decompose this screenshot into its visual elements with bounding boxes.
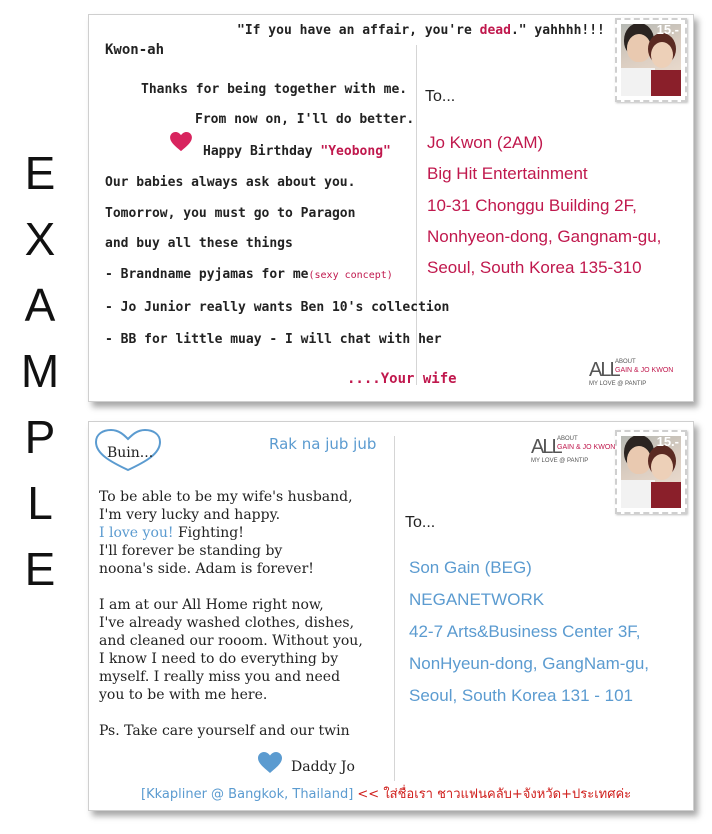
postcard-to-son-gain <box>88 421 694 811</box>
all-about-logo <box>531 436 621 466</box>
birthday-text: Happy Birthday <box>203 144 321 159</box>
message-line <box>203 144 391 159</box>
footer-instruction: << ใส่ชื่อเรา ชาวแฟนคลับ+จังหวัด+ประเทศค่ะ <box>353 787 632 802</box>
message-line: I've already washed clothes, dishes, <box>99 615 355 631</box>
quote-text: "If you have an affair, you're <box>237 23 480 38</box>
message-line: From now on, I'll do better. <box>195 112 415 127</box>
love-text: I love you! <box>99 525 174 541</box>
blue-heart-icon <box>257 752 283 774</box>
message-line: and cleaned our rooom. Without you, <box>99 633 363 649</box>
logo-about: ABOUT <box>557 436 578 442</box>
example-letter: P <box>24 411 56 463</box>
fighting-text: Fighting! <box>173 525 244 541</box>
message-line: I am at our All Home right now, <box>99 597 324 613</box>
logo-names: GAIN & JO KWON <box>557 444 616 451</box>
quote-dead-word: dead <box>479 23 511 38</box>
address-line: 10-31 Chonggu Building 2F, <box>427 196 637 215</box>
example-watermark <box>14 140 66 602</box>
message-line: you to be with me here. <box>99 687 268 703</box>
bubble-text: Buin... <box>107 445 154 461</box>
message-line: Tomorrow, you must go to Paragon <box>105 206 356 221</box>
address-line: Jo Kwon (2AM) <box>427 133 544 152</box>
address-line: NEGANETWORK <box>409 590 545 609</box>
logo-tagline: MY LOVE @ PANTIP <box>531 458 589 464</box>
example-letter: A <box>24 279 56 331</box>
stamp-price: 15.- <box>656 22 679 37</box>
message-line: myself. I really miss you and need <box>99 669 341 685</box>
to-label: To... <box>425 88 456 105</box>
stamp <box>615 430 687 514</box>
address-line: NonHyeun-dong, GangNam-gu, <box>409 654 650 673</box>
logo-mark: ALL <box>531 436 561 458</box>
signoff: Daddy Jo <box>291 759 355 775</box>
address-line: 42-7 Arts&Business Center 3F, <box>409 622 641 641</box>
quote-text-end: ." yahhhh!!! <box>510 23 605 38</box>
address-line: Seoul, South Korea 131 - 101 <box>409 686 633 705</box>
logo-about: ABOUT <box>615 359 636 365</box>
message-line: I'm very lucky and happy. <box>99 507 281 523</box>
to-label: To... <box>405 514 436 531</box>
message-line: Our babies always ask about you. <box>105 175 356 190</box>
example-letter: X <box>24 213 56 265</box>
message-line: - Jo Junior really wants Ben 10's collection <box>105 300 450 315</box>
message-line: - BB for little muay - I will chat with her <box>105 332 442 347</box>
example-letter: L <box>27 477 53 529</box>
logo-mark: ALL <box>589 359 619 381</box>
list-item-text: - Brandname pyjamas for me <box>105 267 309 282</box>
example-letter: E <box>24 543 56 595</box>
header-text: Rak na jub jub <box>269 435 377 453</box>
stamp-price: 15.- <box>656 434 679 449</box>
message-line: noona's side. Adam is forever! <box>99 561 314 577</box>
address-line: Seoul, South Korea 135-310 <box>427 258 642 277</box>
address-line: Nonhyeon-dong, Gangnam-gu, <box>427 227 662 246</box>
logo-tagline: MY LOVE @ PANTIP <box>589 381 647 387</box>
message-line <box>99 525 244 541</box>
stamp <box>615 18 687 102</box>
postcard-divider <box>394 436 395 781</box>
footer-signature: [Kkapliner @ Bangkok, Thailand] <box>141 787 354 802</box>
message-line: I'll forever be standing by <box>99 543 283 559</box>
address-line: Big Hit Entertainment <box>427 164 588 183</box>
postcard-to-jo-kwon <box>88 14 694 402</box>
logo-names: GAIN & JO KWON <box>615 367 674 374</box>
message-line: Thanks for being together with me. <box>141 82 408 97</box>
note-text: (sexy concept) <box>308 270 393 281</box>
example-letter: M <box>20 345 60 397</box>
signoff: ....Your wife <box>347 371 457 387</box>
footer-note <box>141 783 631 804</box>
quote-line <box>237 23 605 38</box>
message-line: Ps. Take care yourself and our twin <box>99 723 350 739</box>
address-line: Son Gain (BEG) <box>409 558 532 577</box>
pink-heart-icon <box>170 132 192 152</box>
message-line: I know I need to do everything by <box>99 651 339 667</box>
message-line <box>105 267 393 282</box>
message-line: and buy all these things <box>105 236 293 251</box>
nickname: "Yeobong" <box>320 144 391 159</box>
message-line: To be able to be my wife's husband, <box>99 489 353 505</box>
greeting: Kwon-ah <box>105 42 165 58</box>
all-about-logo <box>589 359 689 389</box>
example-letter: E <box>24 147 56 199</box>
